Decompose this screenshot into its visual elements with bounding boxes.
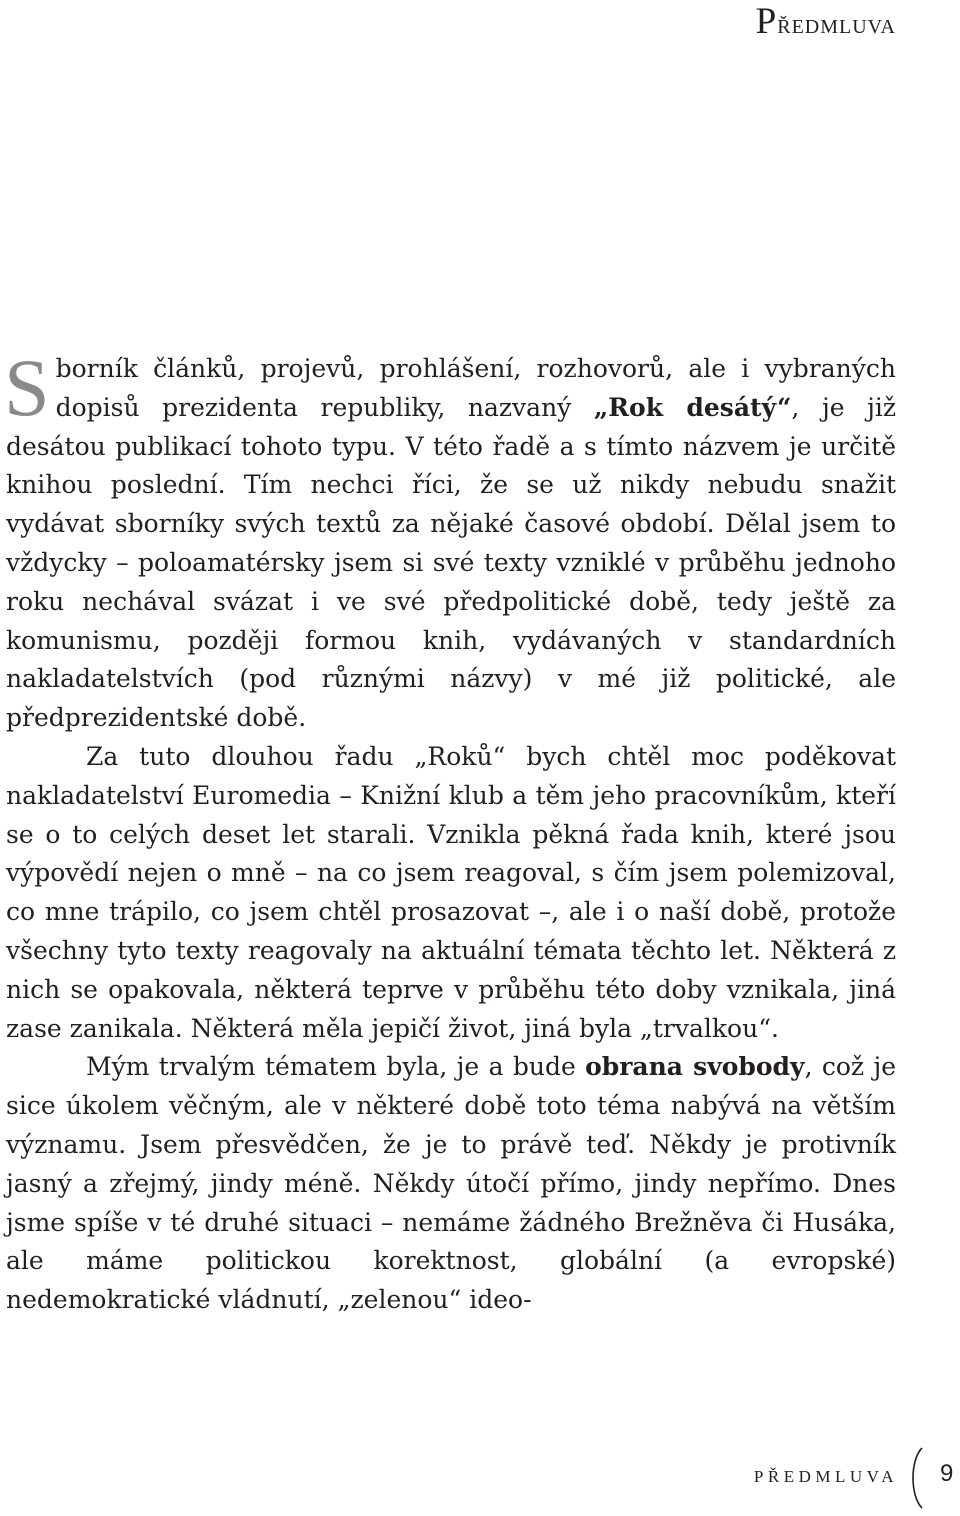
page-number: 9 [940, 1460, 954, 1487]
book-title-bold: „Rok desátý“ [593, 392, 792, 422]
paragraph-1 [4, 342, 896, 738]
paragraph-3-text-cont: , což je sice úkolem věčným, ale v některé době toto téma nabývá na větším významu. Jsem přesvědčen, že je to právě teď. Někdy je protivník jasný a zřejmý, jindy méně. Někdy útočí přímo, jindy nepřímo. Dnes jsme spíše v té druhé situaci – nemáme žádného Brežněva či Husáka, ale máme politickou korektnost, globální (a evropské) nedemokratické vládnutí, „zelenou“ ideo- [6, 1052, 896, 1315]
freedom-bold: obrana svobody [585, 1052, 805, 1082]
page-title-rest: ředmluva [777, 8, 896, 40]
paragraph-2-text: Za tuto dlouhou řadu „Roků“ bych chtěl moc poděkovat nakladatelství Euromedia – Knižní klub a těm jeho pracovníkům, kteří se o to celých deset let starali. Vznikla pěkná řada knih, které jsou výpovědí nejen o mně – na co jsem reagoval, s čím jsem polemizoval, co mne trápilo, co jsem chtěl prosazovat –, ale i o naší době, protože všechny tyto texty reagovaly na aktuální témata těchto let. Některá z nich se opakovala, některá teprve v průběhu této doby vznikala, jiná zase zanikala. Některá měla jepičí život, jiná byla „trvalkou“. [6, 741, 896, 1043]
paragraph-1-text-cont: , je již desátou publikací tohoto typu. V této řadě a s tímto názvem je určitě knihou poslední. Tím nechci říci, že se už nikdy nebudu snažit vydávat sborníky svých textů za nějaké časové období. Dělal jsem to vždycky – poloamatérsky jsem si své texty vzniklé v průběhu jednoho roku nechával svázat i ve své předpolitické době, tedy ještě za komunismu, později formou knih, vydávaných v standardních nakladatelstvích (pod různými názvy) v mé již politické, ale předprezidentské době. [6, 392, 896, 733]
body-text [4, 342, 896, 1320]
paragraph-3-text: Mým trvalým tématem byla, je a bude [86, 1052, 586, 1082]
paragraph-2 [6, 738, 896, 1048]
drop-cap: S [4, 342, 50, 433]
footer-bracket [906, 1446, 926, 1510]
page-title-initial: P [755, 1, 778, 42]
page-title [756, 2, 896, 44]
paragraph-1-text: borník článků, projevů, prohlášení, rozhovorů, ale i vybraných dopisů prezidenta republiky, nazvaný [55, 354, 896, 422]
running-footer-title: PŘEDMLUVA [753, 1467, 898, 1486]
paragraph-3 [6, 1048, 896, 1320]
